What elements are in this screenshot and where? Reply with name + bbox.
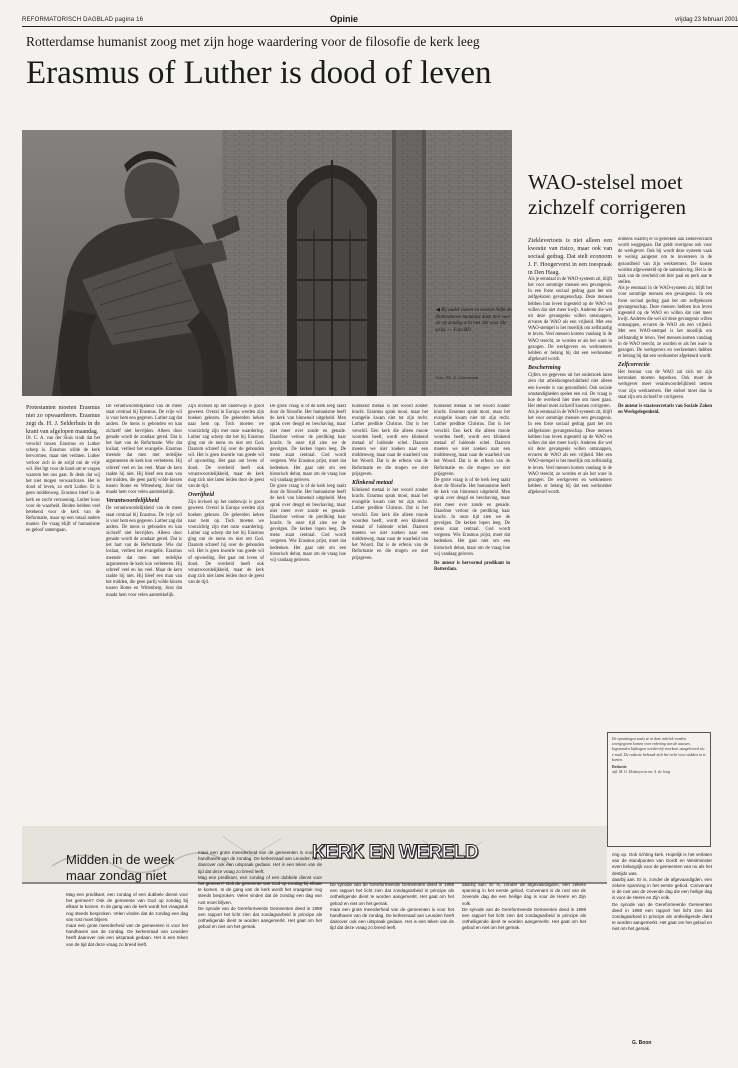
article-column-2 [106, 404, 182, 822]
bottom-body-4b: De synode van de Gereformeerde Gemeenten deed in 1998 een rapport het licht zien dat zondagsarbeid in principe als ontheiligende dient te worden aangemerkt. Het gaat om het gebod en niet om het gemak. [462, 906, 586, 931]
editorial-address: afd. M. G. Holsteyn en mr. S. de Jong [612, 770, 671, 775]
bottom-body-1: Mag een predikant, een zondag of een dubbele dienst voor het gemeen? Ook de gemeente van God op zondag bij elkaar te komen. In de gang van de kerk wordt het vraagstuk nog steeds besproken. Velen vinden dat de zondag een dag van rust moet blijven. [66, 892, 188, 922]
wao-subhead-bescherming: Bescherming [528, 365, 561, 372]
subhead-overijheid: Overijheid [188, 492, 214, 499]
article-body-4: De grote vraag is of de kerk leeg raakt door de filosofie. Het humanisme heeft de kerk van binnenuit uitgehold. Men sprak over deugd en beschaving, maar niet meer over zonde en genade. Daardoor verloor de prediking haar kracht. In onze tijd zien we de gevolgen. De kerken lopen leeg. De mens staat centraal. God wordt vergeten. Wie Erasmus prijst, moet dat bedenken. Het gaat niet om een historisch debat, maar om de vraag hoe wij vandaag geloven. [270, 404, 346, 483]
wao-body-2: Cijfers en gegevens uit het onderzoek laten zien dat arbeidsongeschiktheid niet alleen een kwestie is van gezondheid. Ook sociale omstandigheden spelen een rol. De vraag is hoe de overheid hier mee om moet gaan. Het stelsel moet zichzelf kunnen corrigeren. [528, 373, 612, 409]
bottom-column-1 [66, 892, 188, 1042]
article-column-4 [270, 404, 346, 822]
bottom-body-5b: daarbij aan. Er is, zonder de afgevaardigden, een zekere spanning in het eerste gebod. Convenant is de rust van de zevende dag die een heilige dag is voor de Heere en Zijn volk. [612, 876, 712, 901]
bottom-body-1b: maar een grote meerderheid van de gemeenten is voor het handhaven van de zondag. De kerkenraad van Leusden heeft daarover ook een uitspraak gedaan. Het is een teken van de tijd dat deze vraag zo breed leeft. [66, 923, 188, 947]
article-column-6 [434, 404, 510, 822]
wao-author-note: De auteur is staatssecretaris van Sociale Zaken en Werkgelegenheid. [618, 403, 712, 416]
bottom-body-5: ring op. Ook richting kerk. Hopelijk is het verlaten van de standpunten van Dordt en Westminster even belangrijk voor de gemeenten van nu als het destijds was. [612, 852, 712, 876]
bottom-body-3: De synode van de Gereformeerde Gemeenten deed in 1998 een rapport het licht zien dat zondagsarbeid in principe als ontheiligende dient te worden aangemerkt. Het gaat om het gebod en niet om het gemak. [330, 882, 454, 906]
bottom-body-2: maar een grote meerderheid van de gemeenten is voor het handhaven van de zondag. De kerkenraad van Leusden heeft daarover ook een uitspraak gedaan. Het is een teken van de tijd dat deze vraag zo breed leeft. [198, 850, 322, 874]
article-body-3b: Zijn invloed op het onderwijs is groot geweest. Overal in Europa werden zijn boeken gelezen. De geleerden keken naar hem op. Toch moeten we voorzichtig zijn met onze waardering. Luther zag scherp dat het bij Erasmus ging om de mens en niet om God. Daarom schreef hij over de gebonden wil. Het is geen kwestie van goede wil of opvoeding. Het gaat om leven of dood. De overheid heeft ook verantwoordelijkheid, maar de kerk mag zich niet laten leiden door de geest van de tijd. [188, 500, 264, 586]
subhead-verantwoordelijkheid: Verantwoordelijkheid [106, 498, 160, 505]
bottom-body-2b: Mag een predikant, een zondag of een dubbele dienst voor het gemeen? Ook de gemeente van God op zondag bij elkaar te komen. In de gang van de kerk wordt het vraagstuk nog steeds besproken. Velen vinden dat de zondag een dag van rust moet blijven. [198, 874, 322, 905]
bottom-headline-line1: Midden in de week [66, 852, 175, 867]
bottom-column-3 [330, 882, 454, 1042]
photo-caption: ◀ Bij nader inzien en tweeen blijkt de Rotterdamse humanist daar niet voor de op zondag erin met ziet voor die prijs. — Foto RD [436, 308, 512, 333]
bottom-body-2c: De synode van de Gereformeerde Gemeenten deed in 1998 een rapport het licht zien dat zondagsarbeid in principe als ontheiligende dient te worden aangemerkt. Het gaat om het gebod en niet om het gemak. [198, 905, 322, 930]
bottom-body-3b: maar een grote meerderheid van de gemeenten is voor het handhaven van de zondag. De kerkenraad van Leusden heeft daarover ook een uitspraak gedaan. Het is een teken van de tijd dat deze vraag zo breed leeft. [330, 906, 454, 931]
wao-intro: Zieklevertoets is niet alleen een kwestie van risico, maar ook van sociaal gedrag. Dat stelt econoom J. F. Hoogervorst in een toespraak in Den Haag. [528, 238, 612, 276]
article-body-2b: De verantwoordelijkheid van de mens staat centraal bij Erasmus. De vrije wil is voor hem een gegeven. Luther zag dat anders. De mens is gebonden en kan zichzelf niet bevrijden. Alleen door genade wordt de zondaar gered. Dat is het hart van de Reformatie. Wie dat loslaat, verliest het evangelie. Erasmus meende dat men met redelijke argumenten de kerk kon verbeteren. Hij schreef veel en las veel. Maar de kern raakte hij niet. Hij bleef een man van het midden, die geen partij wilde kiezen tussen Rome en Wittenberg. Juist dat maakt hem voor velen aantrekkelijk. [106, 506, 182, 598]
bottom-column-5 [612, 852, 712, 1038]
wao-headline-line1: WAO-stelsel moet [528, 170, 683, 194]
header-section: Opinie [330, 14, 359, 24]
article-kicker: Rotterdamse humanist zoog met zijn hoge waardering voor de filosofie de kerk leeg [26, 34, 480, 49]
wao-headline-line2: zichzelf corrigeren [528, 195, 686, 219]
bottom-body-4: daarbij aan. Er is, zonder de afgevaardigden, een zekere spanning in het eerste gebod. Convenant is de rust van de zevende dag die een heilige dag is voor de Heere en Zijn volk. [462, 882, 586, 906]
wao-body-3b: Als je eenmaal in de WAO-systeem zit, blijft het voor sommige mensen een gevangenis. In een forse sociaal gedrag gaat het om zelfgekozen gevangenschap. Deze mensen hebben hun leven ingesteld op de WAO en willen dat niet meer kwijt. Anderen die wel uit deze gevangenis willen ontsnappen, ervaren de WAO als een vrijheid. Met een WAO-stempel is het moeilijk om zelfstandig te leven. Veel mensen komen vandaag in de WAO terecht, ze worden er als het ware in gezogen. De werkgevers en werknemers hebben er belang bij dat een werknemer afgekeurd wordt. [618, 286, 712, 359]
editorial-notice-box [607, 732, 711, 847]
header-date: vrijdag 23 februari 2001 [674, 17, 738, 23]
article-body-6: Klinkend metaal is het woord zonder kracht. Erasmus sprak mooi, maar het evangelie kwam niet tot zijn recht. Luther predikte Christus. Dat is het verschil. Een kerk die alleen mooie woorden heeft, wordt een klinkend metaal of luidende schel. Daarom moeten we niet zoeken naar een middenweg, maar naar de waarheid van het Woord. Dat is de erfenis van de Reformatie en die mogen we niet prijsgeven. [434, 404, 510, 477]
newspaper-page [22, 12, 738, 1062]
article-body-6b: De grote vraag is of de kerk leeg raakt door de filosofie. Het humanisme heeft de kerk van binnenuit uitgehold. Men sprak over deugd en beschaving, maar niet meer over zonde en genade. Daardoor verloor de prediking haar kracht. In onze tijd zien we de gevolgen. De kerken lopen leeg. De mens staat centraal. God wordt vergeten. Wie Erasmus prijst, moet dat bedenken. Het gaat niet om een historisch debat, maar om de vraag hoe wij vandaag geloven. [434, 477, 510, 557]
article-body-3: Zijn invloed op het onderwijs is groot geweest. Overal in Europa werden zijn boeken gelezen. De geleerden keken naar hem op. Toch moeten we voorzichtig zijn met onze waardering. Luther zag scherp dat het bij Erasmus ging om de mens en niet om God. Daarom schreef hij over de gebonden wil. Het is geen kwestie van goede wil of opvoeding. Het gaat om leven of dood. De overheid heeft ook verantwoordelijkheid, maar de kerk mag zich niet laten leiden door de geest van de tijd. [188, 404, 264, 490]
article-column-3 [188, 404, 264, 822]
bottom-body-5c: De synode van de Gereformeerde Gemeenten deed in 1998 een rapport het licht zien dat zondagsarbeid in principe als ontheiligende dient te worden aangemerkt. Het gaat om het gebod en niet om het gemak. [612, 901, 712, 932]
bottom-column-2 [198, 850, 322, 1042]
header-paper-name: REFORMATORISCH DAGBLAD pagina 16 [22, 17, 144, 23]
erasmus-statue-photo [22, 130, 512, 396]
subhead-klinkend-metaal: Klinkend metaal [352, 479, 393, 486]
editorial-notice-text: De opvattingen zoals ze in deze rubriek worden weergegeven komen voor rekening van de auteurs. Ingezonden bijdragen worden bij voorkeur aangeleverd via e-mail. De redactie behoudt zich het recht voor stukken in te korten. [612, 737, 706, 762]
article-headline: Erasmus of Luther is dood of leven [26, 55, 492, 91]
article-body-4b: De grote vraag is of de kerk leeg raakt door de filosofie. Het humanisme heeft de kerk van binnenuit uitgehold. Men sprak over deugd en beschaving, maar niet meer over zonde en genade. Daardoor verloor de prediking haar kracht. In onze tijd zien we de gevolgen. De kerken lopen leeg. De mens staat centraal. God wordt vergeten. Wie Erasmus prijst, moet dat bedenken. Het gaat niet om een historisch debat, maar om de vraag hoe wij vandaag geloven. [270, 484, 346, 563]
bottom-headline [66, 852, 174, 884]
bottom-column-4 [462, 882, 586, 1042]
article-column-1 [26, 404, 100, 822]
article-column-5 [352, 404, 428, 822]
article-body-2: De verantwoordelijkheid van de mens staat centraal bij Erasmus. De vrije wil is voor hem een gegeven. Luther zag dat anders. De mens is gebonden en kan zichzelf niet bevrijden. Alleen door genade wordt de zondaar gered. Dat is het hart van de Reformatie. Wie dat loslaat, verliest het evangelie. Erasmus meende dat men met redelijke argumenten de kerk kon verbeteren. Hij schreef veel en las veel. Maar de kern raakte hij niet. Hij bleef een man van het midden, die geen partij wilde kiezen tussen Rome en Wittenberg. Juist dat maakt hem voor velen aantrekkelijk. [106, 404, 182, 496]
wao-headline [528, 170, 686, 220]
kerk-en-wereld-title: KERK EN WERELD [312, 842, 479, 863]
article-author-note: De auteur is hervormd predikant in Rotterdam. [434, 560, 510, 573]
bottom-signature: G. Boon [632, 1040, 652, 1046]
wao-body-4: Het bestuur van de WAO zal zich tot zijn kerntaken moeten beperken. Ook moet de werkgever meer verantwoordelijkheid nemen voor zijn werknemers. Het stelsel moet dan in staat zijn om zichzelf te corrigeren. [618, 370, 712, 400]
page-header [22, 12, 738, 27]
article-body-1: Dr. C. A. van der Sluis vindt dat het verschil tussen Erasmus en Luther scherp is. Erasmus wilde de kerk hervormen, maar niet verlaten. Luther verloor zich in de strijd om de vrije wil. Het ligt voor de hand om te vragen waarom het ons gaat. Ik denk dat wij het niet mogen verwaarlozen. Het is dood of leven, zo stelt Luther. Er is geen middenweg. Erasmus bleef in de kerk en zocht verzoening. Luther koos voor de waarheid. Beiden hebben veel betekend voor de kerk van de Reformatie, maar op een totaal andere manier. De vraag blijft of humanisme en geloof samengaan. [26, 436, 100, 534]
wao-body-1: Als je eenmaal in de WAO-systeem zit, blijft het voor sommige mensen een gevangenis. In een forse sociaal gedrag gaat het om zelfgekozen gevangenschap. Deze mensen hebben hun leven ingesteld op de WAO en willen dat niet meer kwijt. Anderen die wel uit deze gevangenis willen ontsnappen, ervaren de WAO als een vrijheid. Met een WAO-stempel is het moeilijk om zelfstandig te leven. Veel mensen komen vandaag in de WAO terecht, ze worden er als het ware in gezogen. De werkgevers en werknemers hebben er belang bij dat een werknemer afgekeurd wordt. [528, 277, 612, 363]
wao-column-1 [528, 237, 612, 727]
editorial-label: Redactie [612, 765, 627, 770]
wao-body-3: onmens waarbij er in gebreken aan ziekteverzuim wordt weggegaan. Dat geldt overigens ook voor de werkgever. Ook bij wordt deze systeem vaak te weinig aangezet om te investeren in de gezondheid van zijn werknemers. De kosten worden afgewenteld op de samenleving. Het is de taak van de overheid om hier paal en perk aan te stellen. [618, 237, 712, 286]
wao-column-2 [618, 237, 712, 727]
bottom-headline-line2: maar zondag niet [66, 868, 167, 883]
article-body-5: Klinkend metaal is het woord zonder kracht. Erasmus sprak mooi, maar het evangelie kwam niet tot zijn recht. Luther predikte Christus. Dat is het verschil. Een kerk die alleen mooie woorden heeft, wordt een klinkend metaal of luidende schel. Daarom moeten we niet zoeken naar een middenweg, maar naar de waarheid van het Woord. Dat is de erfenis van de Reformatie en die mogen we niet prijsgeven. [352, 404, 428, 477]
wao-body-2b: Als je eenmaal in de WAO-systeem zit, blijft het voor sommige mensen een gevangenis. In een forse sociaal gedrag gaat het om zelfgekozen gevangenschap. Deze mensen hebben hun leven ingesteld op de WAO en willen dat niet meer kwijt. Anderen die wel uit deze gevangenis willen ontsnappen, ervaren de WAO als een vrijheid. Met een WAO-stempel is het moeilijk om zelfstandig te leven. Veel mensen komen vandaag in de WAO terecht, ze worden er als het ware in gezogen. De werkgevers en werknemers hebben er belang bij dat een werknemer afgekeurd wordt. [528, 410, 612, 496]
article-body-5b: Klinkend metaal is het woord zonder kracht. Erasmus sprak mooi, maar het evangelie kwam niet tot zijn recht. Luther predikte Christus. Dat is het verschil. Een kerk die alleen mooie woorden heeft, wordt een klinkend metaal of luidende schel. Daarom moeten we niet zoeken naar een middenweg, maar naar de waarheid van het Woord. Dat is de erfenis van de Reformatie en die mogen we niet prijsgeven. [352, 487, 428, 561]
photo-credit: Foto: RD, G. Doornenbal [436, 376, 478, 380]
article-lead: Protestanten moeten Erasmus niet zo opwaarderen. Erasmus zegt ds. H. J. Selderhuis in de krant van afgelopen maandag. [26, 405, 100, 435]
wao-subhead-zelfcorrectie: Zelfcorrectie [618, 362, 650, 369]
